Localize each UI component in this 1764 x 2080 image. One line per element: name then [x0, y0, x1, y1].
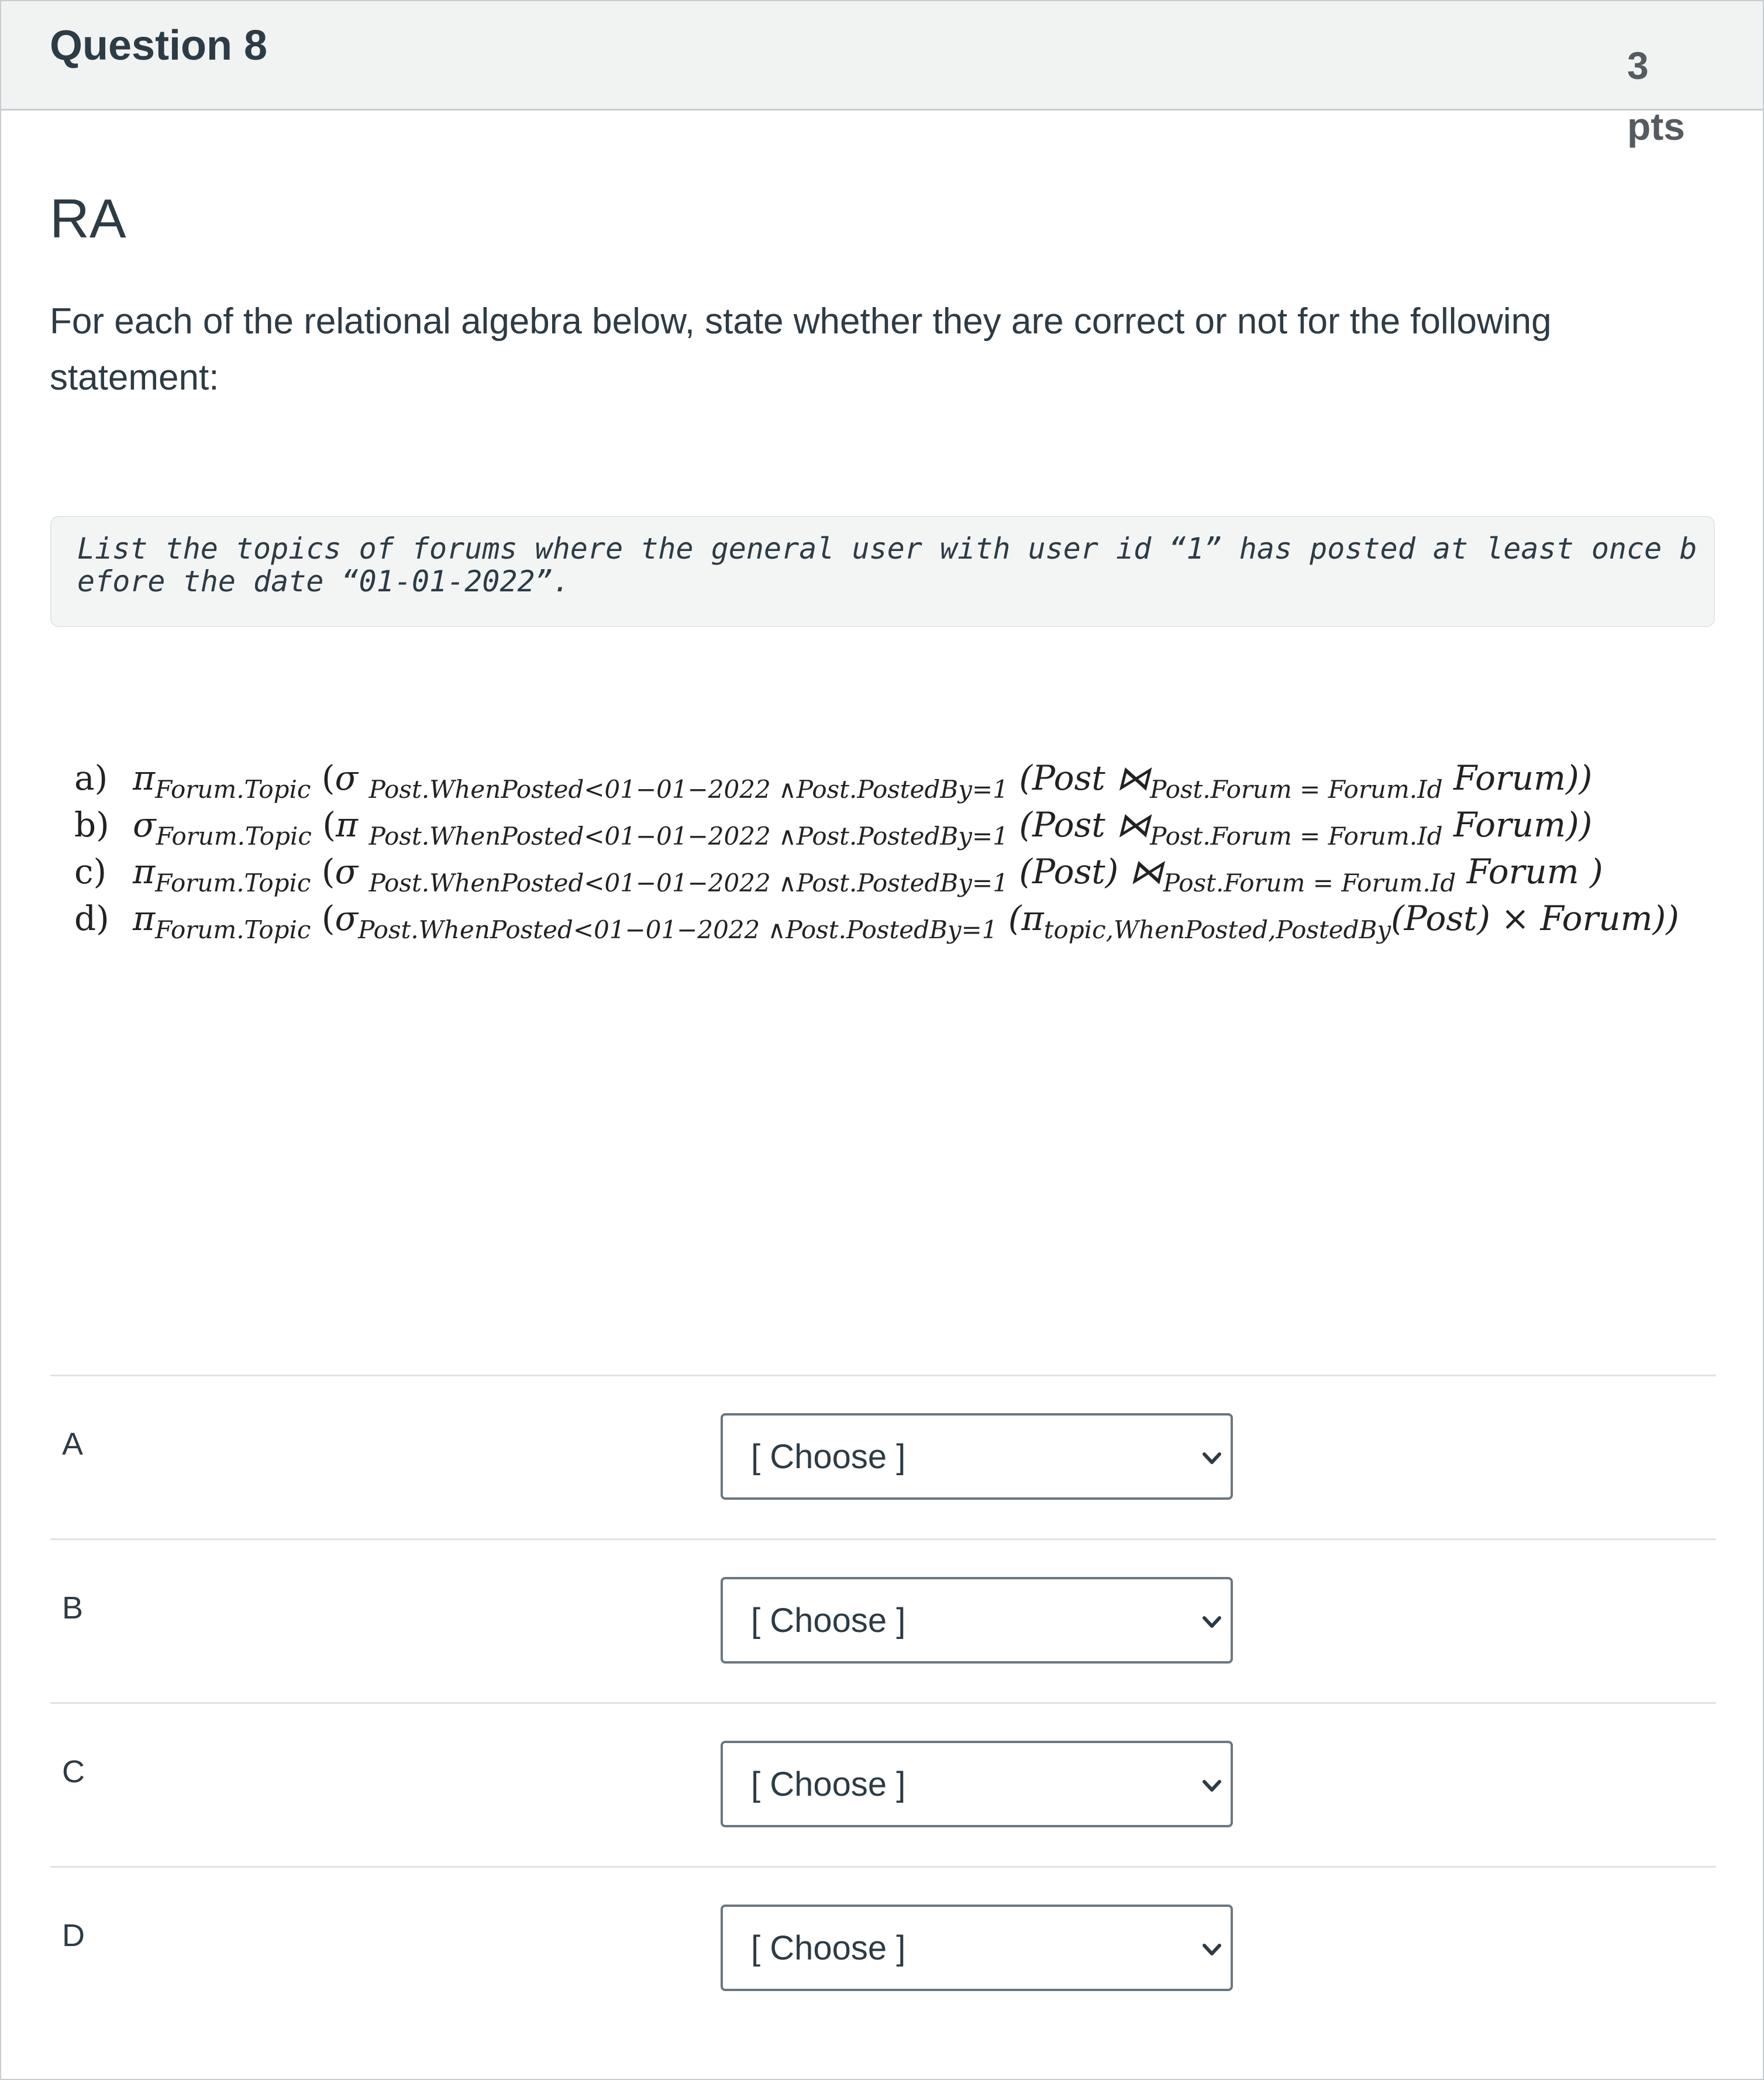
row-divider [50, 1866, 1716, 1868]
question-title: Question 8 [50, 22, 268, 69]
question-points: 3 pts [1627, 44, 1685, 148]
answer-select-a[interactable] [721, 1413, 1233, 1500]
answer-select-c[interactable] [721, 1741, 1233, 1827]
answer-label-c: C [62, 1754, 85, 1789]
answer-select-value: [ Choose ] [751, 1438, 906, 1476]
chevron-down-icon [1201, 1449, 1222, 1467]
answer-select-b[interactable] [721, 1577, 1233, 1664]
chevron-down-icon [1201, 1613, 1222, 1631]
statement-code-block [50, 516, 1715, 627]
answer-select-value: [ Choose ] [751, 1602, 906, 1640]
expression-list [74, 755, 1712, 942]
section-title: RA [50, 188, 126, 249]
question-header [1, 1, 1763, 148]
answer-label-a: A [62, 1427, 84, 1462]
answer-label-d: D [62, 1918, 85, 1953]
row-divider [50, 1538, 1716, 1540]
expression-a: a) $\pi_{Forum.Topic}$ (σ $_{Post.WhenPosted<01-01-2022 \wedge Post.PostedBy=1}$ (Post $⋈_{Post.Forum = Forum.Id}$ Forum)) [74, 758, 1593, 804]
row-divider [50, 1375, 1716, 1376]
answer-select-d[interactable] [721, 1905, 1233, 1991]
row-divider [50, 1702, 1716, 1704]
expression-c: c) $\pi_{Forum.Topic}$ (σ $_{Post.WhenPosted<01-01-2022 \wedge Post.PostedBy=1}$ (Post) $⋈_{Post.Forum = Forum.Id}$ Forum ) [74, 852, 1603, 897]
chevron-down-icon [1201, 1777, 1222, 1795]
statement-text: List the topics of forums where the general user with user id “1” has posted at least once before the date “01-01-2022”. [77, 532, 1697, 598]
expression-d: d) $\pi_{Forum.Topic}$ ($\sigma_{Post.WhenPosted<01-01-2022 \wedge Post.PostedBy=1}$ ($\pi_{topic,WhenPosted,PostedBy}(Post)$ × Forum)) [74, 898, 1679, 944]
expression-b: b) $\sigma_{Forum.Topic}$ (π $_{Post.WhenPosted<01-01-2022 \wedge Post.PostedBy=1}$ (Post $⋈_{Post.Forum = Forum.Id}$ Forum)) [74, 805, 1593, 850]
answer-select-value: [ Choose ] [751, 1765, 906, 1803]
question-intro: For each of the relational algebra below, state whether they are correct or not for the following statement: [50, 301, 1552, 398]
chevron-down-icon [1201, 1941, 1222, 1958]
answer-label-b: B [62, 1590, 84, 1626]
answer-select-value: [ Choose ] [751, 1929, 906, 1967]
